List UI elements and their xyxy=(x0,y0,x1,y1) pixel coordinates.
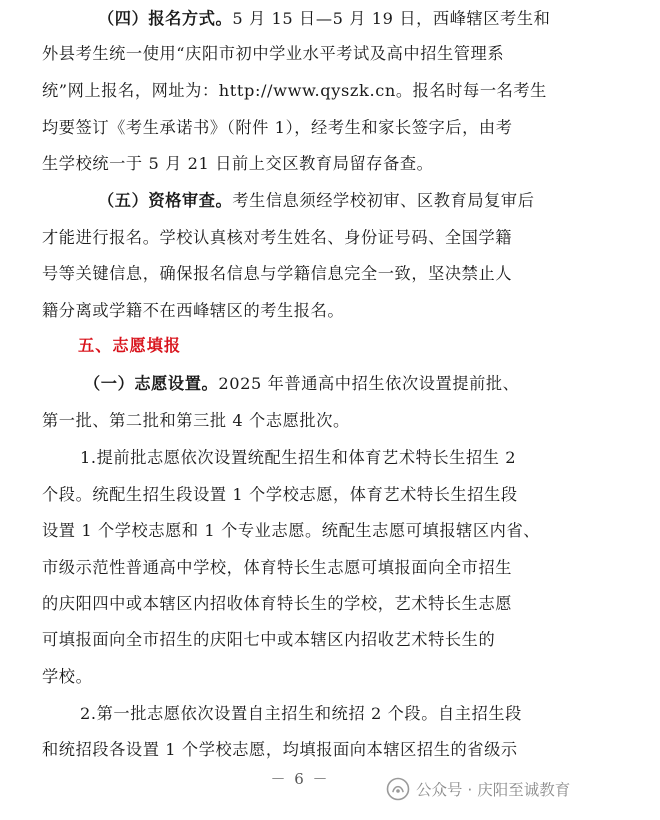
registration-method-text: 5 月 15 日—5 月 19 日，西峰辖区考生和 xyxy=(232,9,551,28)
paragraph-registration-method xyxy=(98,8,550,30)
text-line: 2.第一批志愿依次设置自主招生和统招 2 个段。自主招生段 xyxy=(80,704,522,723)
text-line: 可填报面向全市招生的庆阳七中或本辖区内招收艺术特长生的 xyxy=(42,630,496,649)
text-line: 的庆阳四中或本辖区内招收体育特长生的学校，艺术特长生志愿 xyxy=(42,594,513,613)
qualification-review-heading: （五）资格审查。 xyxy=(98,191,233,210)
paragraph-qualification-review xyxy=(98,190,535,212)
text-line: 才能进行报名。学校认真核对考生姓名、身份证号码、全国学籍 xyxy=(42,228,513,247)
section-title-volunteer-filling: 五、志愿填报 xyxy=(78,336,182,355)
volunteer-setup-heading: （一）志愿设置。 xyxy=(84,374,219,393)
text-line: 学校。 xyxy=(42,667,93,686)
text-line: 均要签订《考生承诺书》（附件 1），经考生和家长签字后，由考 xyxy=(42,118,513,137)
text-line: 籍分离或学籍不在西峰辖区的考生报名。 xyxy=(42,301,345,320)
text-line: 设置 1 个学校志愿和 1 个专业志愿。统配生志愿可填报辖区内省、 xyxy=(42,521,541,540)
watermark-text: 公众号 · 庆阳至诚教育 xyxy=(416,781,571,799)
registration-method-heading: （四）报名方式。 xyxy=(98,9,233,28)
page-number: － 6 － xyxy=(270,770,330,788)
watermark xyxy=(386,777,570,801)
text-line: 生学校统一于 5 月 21 日前上交区教育局留存备查。 xyxy=(42,154,434,173)
text-line: 和统招段各设置 1 个学校志愿，均填报面向本辖区招生的省级示 xyxy=(42,740,518,759)
text-line: 市级示范性普通高中学校，体育特长生志愿可填报面向全市招生 xyxy=(42,558,513,577)
wechat-official-account-icon xyxy=(386,777,410,801)
text-line: 外县考生统一使用“庆阳市初中学业水平考试及高中招生管理系 xyxy=(42,44,505,63)
text-line: 号等关键信息，确保报名信息与学籍信息完全一致，坚决禁止人 xyxy=(42,264,513,283)
paragraph-volunteer-setup xyxy=(84,373,519,395)
text-line: 统”网上报名，网址为：http://www.qyszk.cn。报名时每一名考生 xyxy=(42,81,547,100)
text-line: 个段。统配生招生段设置 1 个学校志愿，体育艺术特长生招生段 xyxy=(42,485,518,504)
volunteer-setup-text: 2025 年普通高中招生依次设置提前批、 xyxy=(218,374,520,393)
text-line: 第一批、第二批和第三批 4 个志愿批次。 xyxy=(42,411,350,430)
qualification-review-text: 考生信息须经学校初审、区教育局复审后 xyxy=(232,191,535,210)
text-line: 1.提前批志愿依次设置统配生招生和体育艺术特长生招生 2 xyxy=(80,448,517,467)
